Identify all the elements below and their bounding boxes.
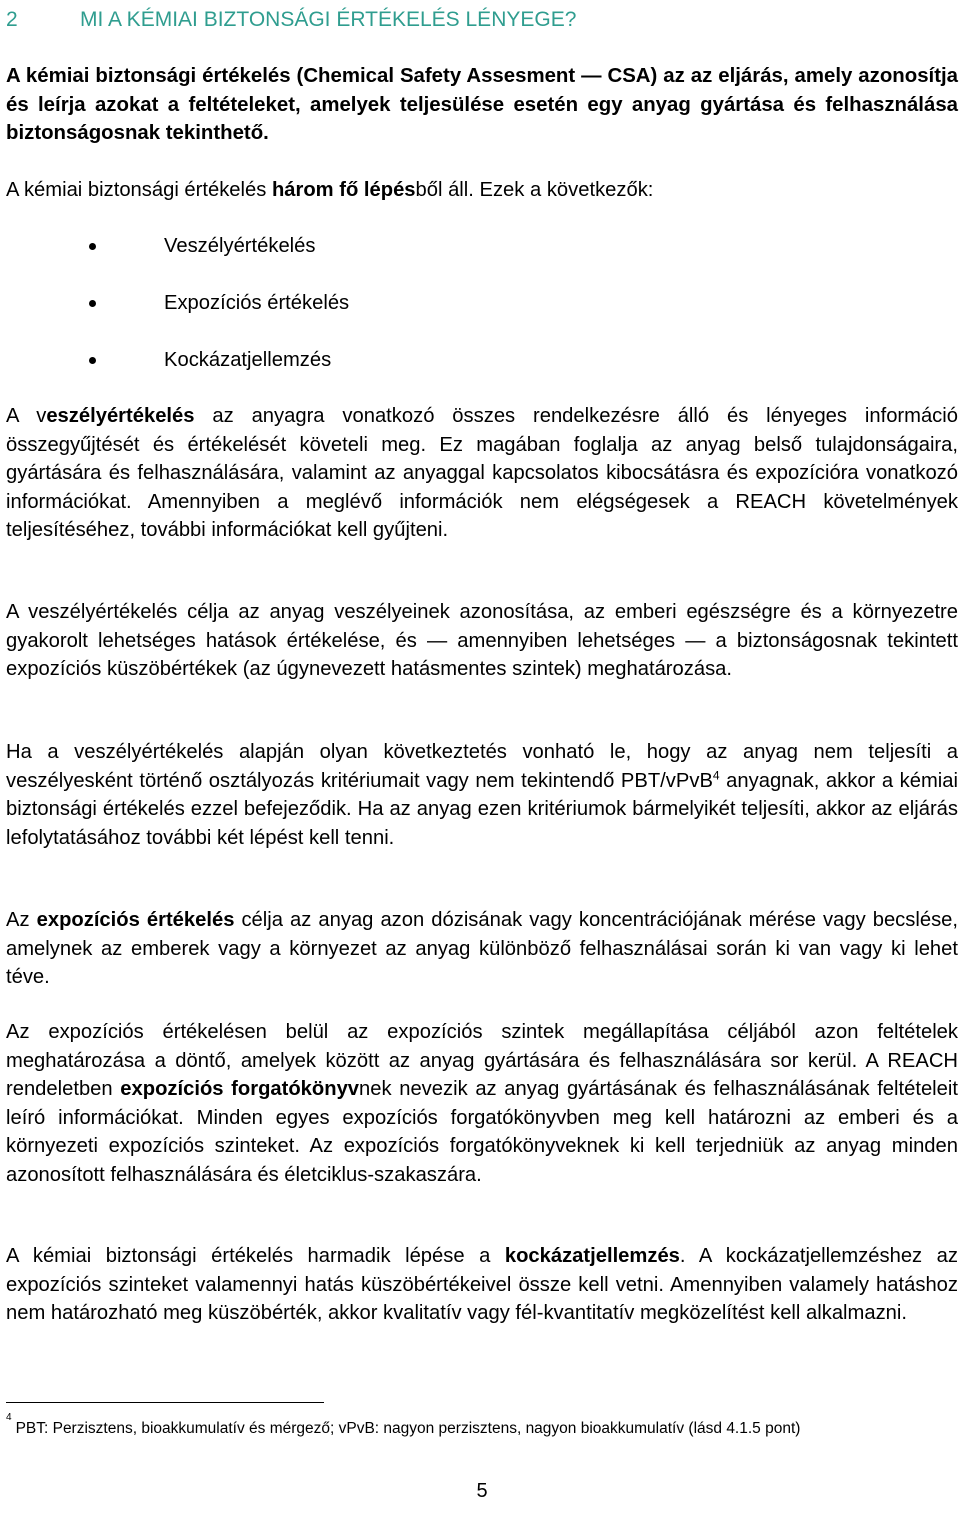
risk-paragraph — [6, 1242, 958, 1328]
footnote-divider — [6, 1402, 324, 1403]
footnote-text: PBT: Perzisztens, bioakkumulatív és mérgező; vPvB: nagyon perzisztens, nagyon bioakkumulatív (lásd 4.1.5 pont) — [15, 1420, 801, 1437]
condition-paragraph — [6, 738, 958, 852]
condition-text-a: Ha a veszélyértékelés alapján olyan következtetés vonható le, hogy az anyag nem teljesíti a veszélyesként történő osztályozás kritériumait vagy nem tekintendő PBT/vPvB — [6, 741, 958, 792]
steps-list — [6, 232, 958, 403]
intro-paragraph: A kémiai biztonsági értékelés (Chemical Safety Assesment — CSA) az az eljárás, amely azonosítja és leírja azokat a feltételeket, amelyek teljesülése esetén egy anyag gyártása és felhasználása biztonságosnak tekinthető. — [6, 65, 958, 145]
goal-paragraph: A veszélyértékelés célja az anyag veszélyeinek azonosítása, az emberi egészségre és a környezetre gyakorolt lehetséges hatások értékelése, és — amennyiben lehetséges — a biztonságosnak tekintett expozíciós küszöbértékek (az úgynevezett hatásmentes szintek) meghatározása. — [6, 601, 958, 681]
footnote-ref[interactable]: 4 — [712, 767, 720, 782]
scenario-bold: expozíciós forgatókönyv — [120, 1078, 360, 1101]
risk-text-a: A kémiai biztonsági értékelés harmadik lépése a — [6, 1245, 505, 1267]
bullet-icon — [89, 300, 96, 307]
footnote-mark: 4 — [6, 1412, 12, 1423]
list-item-text: Veszélyértékelés — [164, 235, 316, 257]
hazard-paragraph — [6, 402, 958, 545]
exposure-paragraph — [6, 906, 958, 992]
scenario-text-a: Az expozíciós értékelésen belül az expozíciós szintek megállapítása céljából azon feltételek meghatározása a döntő, amelyek között az anyag gyártására és felhasználására sor kerül. A REACH rendeletben — [6, 1021, 958, 1101]
list-item-text: Expozíciós értékelés — [164, 292, 350, 314]
exposure-text-a: Az — [6, 909, 37, 931]
exposure-text-b: célja az anyag azon dózisának vagy koncentrációjának mérése vagy becslése, amelynek az emberek vagy a környezet az anyag különböző felhasználásai során ki van vagy ki lehet téve. — [6, 909, 958, 989]
section-title: MI A KÉMIAI BIZTONSÁGI ÉRTÉKELÉS LÉNYEGE? — [80, 8, 577, 31]
list-item — [6, 289, 958, 317]
condition-text-b: anyagnak, akkor a kémiai biztonsági értékelés ezzel befejeződik. Ha az anyag ezen kritériumok bármelyikét teljesíti, akkor az eljárás lefolytatásához további két lépést kell tenni. — [6, 769, 958, 849]
list-item-text: Kockázatjellemzés — [164, 349, 332, 371]
hazard-bold: eszélyértékelés — [46, 405, 195, 427]
steps-intro-before: A kémiai biztonsági értékelés — [6, 179, 272, 201]
hazard-text-a: A v — [6, 405, 47, 427]
risk-text-b: . A kockázatjellemzéshez az expozíciós szinteket valamennyi hatás küszöbértékeivel össze kell vetni. Amennyiben valamely hatáshoz nem határozható meg küszöbérték, akkor kvalitatív vagy fél-kvantitatív megközelítést kell alkalmazni. — [6, 1245, 958, 1325]
section-number: 2 — [6, 8, 18, 31]
risk-bold: kockázatjellemzés — [504, 1245, 680, 1267]
hazard-text-b: az anyagra vonatkozó összes rendelkezésre álló és lényeges információ összegyűjtését és értékelését követeli meg. Ez magában foglalja az anyag belső tulajdonságaira, gyártására és felhasználására, valamint az anyaggal kapcsolatos kibocsátásra és expozícióra vonatkozó információkat. Amennyiben a meglévő információk nem elégségesek a REACH követelmények teljesítéséhez, további információkat kell gyűjteni. — [6, 405, 958, 542]
section-heading — [6, 6, 958, 34]
list-item — [6, 232, 958, 260]
steps-intro-after: ből áll. Ezek a következők: — [415, 179, 654, 201]
bullet-icon — [89, 243, 96, 250]
page-number: 5 — [476, 1480, 488, 1502]
bullet-icon — [89, 357, 96, 364]
steps-intro-paragraph — [6, 176, 958, 205]
exposure-bold: expozíciós értékelés — [36, 909, 235, 931]
steps-intro-bold: három fő lépés — [271, 179, 416, 201]
footnote — [6, 1410, 958, 1437]
list-item — [6, 346, 958, 374]
scenario-paragraph — [6, 1018, 958, 1190]
scenario-text-b: nek nevezik az anyag gyártásának és felhasználásának feltételeit leíró információkat. Minden egyes expozíciós forgatókönyvben meg kell határozni az emberi és a környezeti expozíciós szinteket. Az expozíciós forgatókönyveknek ki kell terjedniük az anyag minden azonosított felhasználására és életciklus-szakaszára. — [6, 1078, 958, 1186]
